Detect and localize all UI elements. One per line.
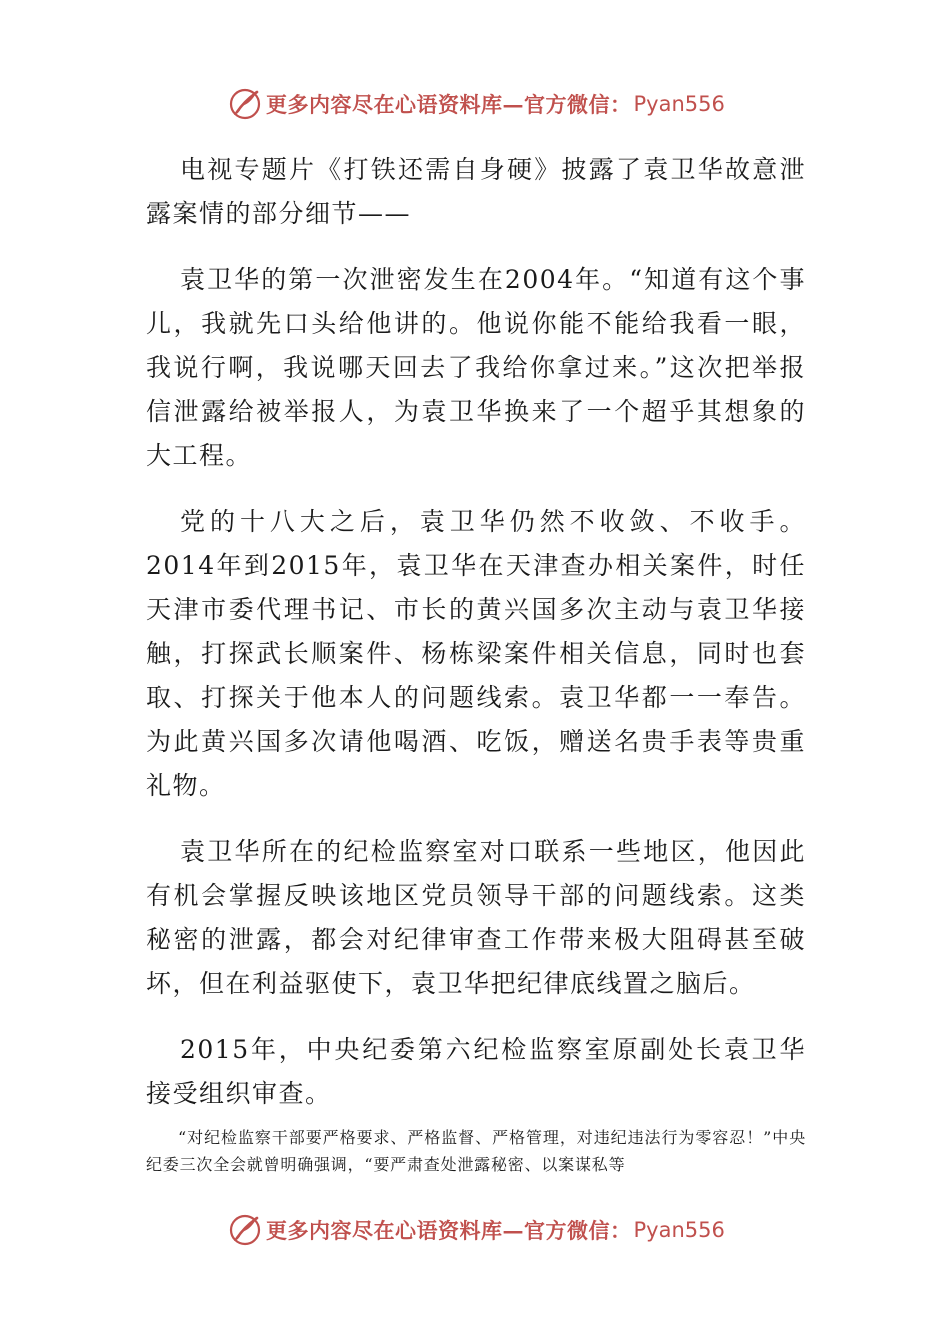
quill-logo-icon	[228, 1213, 262, 1247]
watermark-wechat-id: Pyan556	[633, 92, 725, 116]
quill-logo-icon	[228, 87, 262, 121]
header-watermark	[228, 84, 725, 124]
watermark-text: 更多内容尽在心语资料库—官方微信：	[266, 1218, 632, 1243]
watermark-text: 更多内容尽在心语资料库—官方微信：	[266, 92, 632, 117]
watermark-wechat-id: Pyan556	[633, 1218, 725, 1242]
article-body	[146, 148, 806, 1116]
paragraph: 袁卫华的第一次泄密发生在2004年。“知道有这个事儿，我就先口头给他讲的。他说你能不能给我看一眼，我说行啊，我说哪天回去了我给你拿过来。”这次把举报信泄露给被举报人，为袁卫华换来了一个超乎其想象的大工程。	[146, 265, 806, 470]
paragraph: 2015年，中央纪委第六纪检监察室原副处长袁卫华接受组织审查。	[146, 1035, 806, 1108]
quote-paragraph: “对纪检监察干部要严格要求、严格监督、严格管理，对违纪违法行为零容忍！”中央纪委三次全会就曾明确强调，“要严肃查处泄露秘密、以案谋私等	[146, 1128, 806, 1174]
paragraph: 党的十八大之后，袁卫华仍然不收敛、不收手。2014年到2015年，袁卫华在天津查办相关案件，时任天津市委代理书记、市长的黄兴国多次主动与袁卫华接触，打探武长顺案件、杨栋梁案件相关信息，同时也套取、打探关于他本人的问题线索。袁卫华都一一奉告。为此黄兴国多次请他喝酒、吃饭，赠送名贵手表等贵重礼物。	[146, 507, 806, 800]
paragraph: 袁卫华所在的纪检监察室对口联系一些地区，他因此有机会掌握反映该地区党员领导干部的问题线索。这类秘密的泄露，都会对纪律审查工作带来极大阻碍甚至破坏，但在利益驱使下，袁卫华把纪律底线置之脑后。	[146, 837, 806, 998]
paragraph: 电视专题片《打铁还需自身硬》披露了袁卫华故意泄露案情的部分细节——	[146, 155, 806, 228]
footer-watermark	[228, 1210, 725, 1250]
